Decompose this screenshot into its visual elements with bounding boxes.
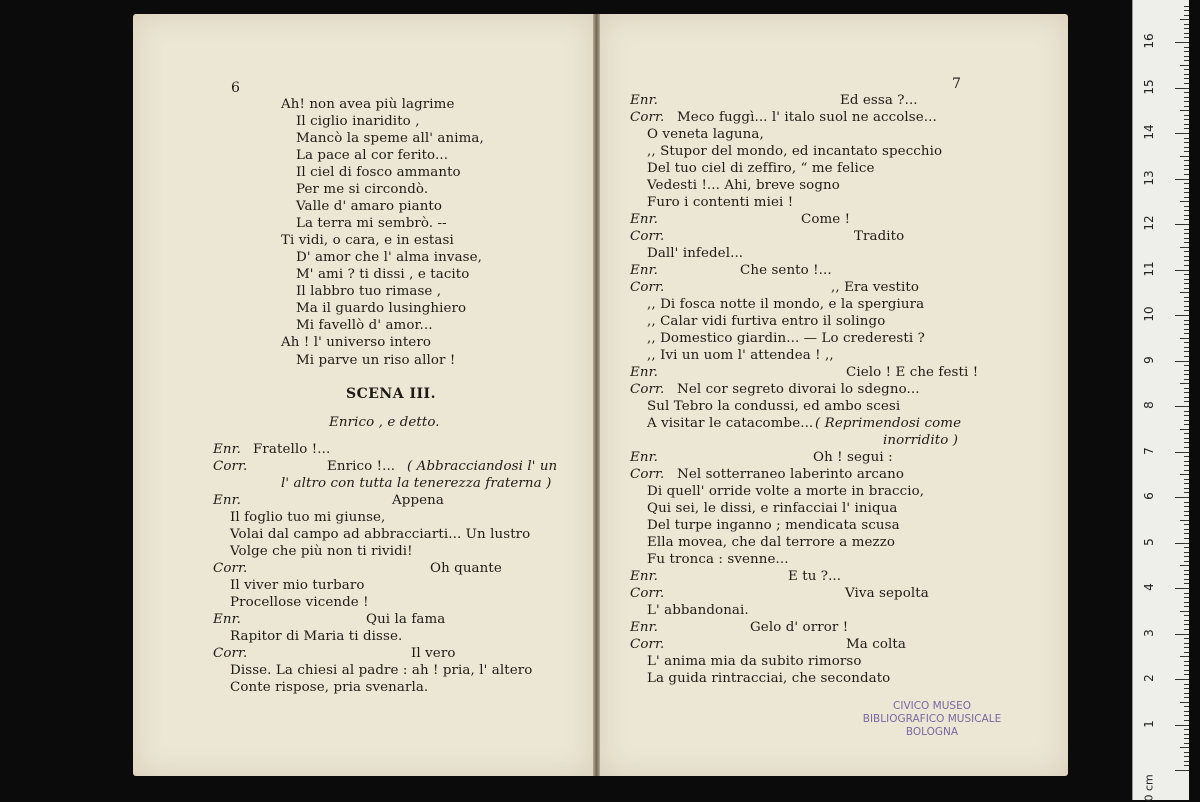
stamp-line: BOLOGNA xyxy=(905,726,959,738)
text-line: Enr. xyxy=(213,493,241,508)
ruler-tick xyxy=(1184,51,1189,52)
ruler-tick xyxy=(1175,543,1189,544)
ruler-tick xyxy=(1180,156,1189,157)
ruler-tick xyxy=(1184,524,1189,525)
ruler-tick xyxy=(1184,320,1189,321)
ruler-tick xyxy=(1184,192,1189,193)
ruler-tick xyxy=(1175,315,1189,316)
ruler-tick xyxy=(1184,306,1189,307)
text-line: Enr. xyxy=(630,93,658,108)
ruler-tick xyxy=(1184,47,1189,48)
ruler-number: 11 xyxy=(1142,260,1156,277)
text-line: l' altro con tutta la tenerezza fraterna ) xyxy=(281,476,552,491)
ruler-tick xyxy=(1184,165,1189,166)
ruler-tick xyxy=(1184,24,1189,25)
ruler-tick xyxy=(1184,661,1189,662)
ruler-tick xyxy=(1184,301,1189,302)
ruler-tick xyxy=(1184,388,1189,389)
ruler-tick xyxy=(1184,665,1189,666)
ruler-tick xyxy=(1184,424,1189,425)
ruler-tick xyxy=(1184,379,1189,380)
text-line: Mi parve un riso allor ! xyxy=(296,353,456,368)
ruler-tick xyxy=(1184,761,1189,762)
ruler-tick xyxy=(1184,570,1189,571)
ruler-number: 12 xyxy=(1142,215,1156,231)
ruler-tick xyxy=(1184,6,1189,7)
ruler-tick xyxy=(1184,561,1189,562)
ruler-tick xyxy=(1184,147,1189,148)
text-line: Vedesti !... Ahi, breve sogno xyxy=(647,178,840,193)
ruler-tick xyxy=(1184,684,1189,685)
text-line: Enr. xyxy=(630,365,658,380)
ruler-tick xyxy=(1184,56,1189,57)
text-line: Enrico , e detto. xyxy=(329,415,440,430)
ruler-tick xyxy=(1184,456,1189,457)
ruler-tick xyxy=(1184,128,1189,129)
ruler-tick xyxy=(1184,142,1189,143)
text-line: Enr. xyxy=(630,212,658,227)
ruler-tick xyxy=(1184,415,1189,416)
ruler-tick xyxy=(1184,297,1189,298)
ruler-tick xyxy=(1184,233,1189,234)
text-line: ,, Era vestito xyxy=(831,280,920,295)
ruler-tick xyxy=(1184,461,1189,462)
ruler-tick xyxy=(1180,565,1189,566)
text-line: Corr. xyxy=(630,467,665,482)
text-line: Rapitor di Maria ti disse. xyxy=(230,629,403,644)
text-line: La pace al cor ferito... xyxy=(296,148,449,163)
ruler-tick xyxy=(1184,420,1189,421)
ruler-tick xyxy=(1180,247,1189,248)
ruler-tick xyxy=(1175,270,1189,271)
stamp-line: CIVICO MUSEO xyxy=(893,700,971,712)
ruler-tick xyxy=(1184,552,1189,553)
ruler-tick xyxy=(1184,547,1189,548)
ruler-tick xyxy=(1184,752,1189,753)
text-line: Per me si circondò. xyxy=(296,182,429,197)
ruler-tick xyxy=(1184,438,1189,439)
ruler-tick xyxy=(1180,338,1189,339)
ruler-tick xyxy=(1184,351,1189,352)
ruler-tick xyxy=(1175,588,1189,589)
ruler-tick xyxy=(1184,256,1189,257)
ruler-tick xyxy=(1175,497,1189,498)
text-line: Il ciel di fosco ammanto xyxy=(296,165,461,180)
ruler-tick xyxy=(1184,69,1189,70)
ruler-tick xyxy=(1184,342,1189,343)
ruler-tick xyxy=(1184,515,1189,516)
ruler-tick xyxy=(1180,110,1189,111)
text-line: Il viver mio turbaro xyxy=(230,578,365,593)
text-line: Qui sei, le dissi, e rinfacciai l' iniqua xyxy=(647,501,898,516)
text-line: Conte rispose, pria svenarla. xyxy=(230,680,429,695)
ruler-number: 6 xyxy=(1142,492,1156,500)
text-line: Corr. xyxy=(630,637,665,652)
text-line: Enr. xyxy=(630,263,658,278)
text-line: Dall' infedel... xyxy=(647,246,744,261)
ruler-tick xyxy=(1184,638,1189,639)
ruler-tick xyxy=(1184,215,1189,216)
ruler-tick xyxy=(1184,169,1189,170)
text-line: Oh quante xyxy=(430,561,502,576)
ruler-number: 1 xyxy=(1142,719,1156,728)
ruler-tick xyxy=(1184,738,1189,739)
text-line: Oh ! segui : xyxy=(813,450,893,465)
ruler-tick xyxy=(1184,643,1189,644)
ruler-number: 15 xyxy=(1142,78,1156,95)
ruler-tick xyxy=(1184,279,1189,280)
ruler-tick xyxy=(1175,179,1189,180)
text-line: Enr. xyxy=(630,620,658,635)
ruler-tick xyxy=(1180,656,1189,657)
ruler-tick xyxy=(1184,28,1189,29)
text-line: D' amor che l' alma invase, xyxy=(296,250,483,265)
ruler-tick xyxy=(1184,365,1189,366)
text-line: Tradito xyxy=(854,229,905,244)
text-line: E tu ?... xyxy=(788,569,842,584)
ruler-tick xyxy=(1175,406,1189,407)
text-line: Ah! non avea più lagrime xyxy=(281,97,455,112)
ruler-tick xyxy=(1175,452,1189,453)
ruler-tick xyxy=(1184,720,1189,721)
ruler-tick xyxy=(1184,106,1189,107)
ruler-tick xyxy=(1184,556,1189,557)
text-line: Mancò la speme all' anima, xyxy=(296,131,484,146)
ruler-tick xyxy=(1175,88,1189,89)
ruler-tick xyxy=(1184,37,1189,38)
ruler-tick xyxy=(1175,725,1189,726)
ruler-tick xyxy=(1184,219,1189,220)
ruler-number: 7 xyxy=(1142,446,1156,455)
ruler-tick xyxy=(1184,274,1189,275)
text-line: Il ciglio inaridito , xyxy=(296,114,420,129)
text-line: Ma il guardo lusinghiero xyxy=(296,301,467,316)
text-line: Ma colta xyxy=(846,637,906,652)
ruler-tick xyxy=(1184,229,1189,230)
ruler-tick xyxy=(1184,347,1189,348)
ruler-number: 5 xyxy=(1142,537,1156,546)
ruler-tick xyxy=(1184,188,1189,189)
text-line: Corr. xyxy=(213,459,248,474)
ruler-tick xyxy=(1175,679,1189,680)
ruler-tick xyxy=(1184,442,1189,443)
text-line: Enrico !... xyxy=(327,459,396,474)
text-line: A visitar le catacombe... xyxy=(647,416,814,431)
ruler-tick xyxy=(1184,160,1189,161)
measurement-ruler xyxy=(1132,0,1189,800)
ruler-tick xyxy=(1184,693,1189,694)
ruler-tick xyxy=(1184,288,1189,289)
text-line: Procellose vicende ! xyxy=(230,595,369,610)
ruler-number: 13 xyxy=(1142,169,1156,186)
text-line: Corr. xyxy=(630,280,665,295)
text-line: Corr. xyxy=(213,646,248,661)
text-line: Il foglio tuo mi giunse, xyxy=(230,510,386,525)
ruler-tick xyxy=(1180,65,1189,66)
ruler-tick xyxy=(1184,33,1189,34)
text-line: Corr. xyxy=(630,586,665,601)
ruler-tick xyxy=(1175,361,1189,362)
text-line: ( Reprimendosi come xyxy=(815,416,962,431)
ruler-tick xyxy=(1184,511,1189,512)
ruler-tick xyxy=(1184,83,1189,84)
ruler-tick xyxy=(1184,115,1189,116)
ruler-tick xyxy=(1184,92,1189,93)
ruler-unit-label: 0 cm xyxy=(1142,774,1156,802)
left-page xyxy=(133,14,593,776)
ruler-tick xyxy=(1184,606,1189,607)
ruler-tick xyxy=(1184,324,1189,325)
text-line: L' abbandonai. xyxy=(647,603,749,618)
ruler-tick xyxy=(1184,183,1189,184)
ruler-tick xyxy=(1184,151,1189,152)
ruler-tick xyxy=(1184,433,1189,434)
text-line: Sul Tebro la condussi, ed ambo scesi xyxy=(647,399,901,414)
ruler-tick xyxy=(1184,174,1189,175)
ruler-tick xyxy=(1180,383,1189,384)
ruler-tick xyxy=(1184,206,1189,207)
ruler-tick xyxy=(1184,74,1189,75)
ruler-tick xyxy=(1184,97,1189,98)
text-line: Il labbro tuo rimase , xyxy=(296,284,442,299)
ruler-tick xyxy=(1184,765,1189,766)
ruler-tick xyxy=(1184,670,1189,671)
text-line: Volge che più non ti rividi! xyxy=(230,544,413,559)
ruler-tick xyxy=(1184,356,1189,357)
ruler-tick xyxy=(1180,747,1189,748)
text-line: Di quell' orride volte a morte in braccio, xyxy=(647,484,925,499)
text-line: Gelo d' orror ! xyxy=(750,620,849,635)
ruler-tick xyxy=(1184,447,1189,448)
text-line: Corr. xyxy=(630,110,665,125)
ruler-tick xyxy=(1184,697,1189,698)
text-line: Del turpe inganno ; mendicata scusa xyxy=(647,518,900,533)
ruler-tick xyxy=(1180,429,1189,430)
ruler-tick xyxy=(1184,310,1189,311)
ruler-tick xyxy=(1175,770,1189,771)
text-line: Enr. xyxy=(630,569,658,584)
ruler-tick xyxy=(1184,210,1189,211)
text-line: Appena xyxy=(392,493,444,508)
ruler-tick xyxy=(1184,743,1189,744)
ruler-number: 10 xyxy=(1142,306,1156,322)
text-line: Cielo ! E che festi ! xyxy=(846,365,979,380)
ruler-tick xyxy=(1184,333,1189,334)
text-line: Ti vidi, o cara, e in estasi xyxy=(281,233,454,248)
text-line: Enr. xyxy=(630,450,658,465)
ruler-tick xyxy=(1175,133,1189,134)
text-line: O veneta laguna, xyxy=(647,127,764,142)
text-line: Viva sepolta xyxy=(845,586,929,601)
ruler-tick xyxy=(1184,15,1189,16)
text-line: Corr. xyxy=(630,382,665,397)
text-line: Del tuo ciel di zeffiro, “ me felice xyxy=(647,161,875,176)
text-line: ,, Di fosca notte il mondo, e la spergiura xyxy=(647,297,925,312)
ruler-tick xyxy=(1184,238,1189,239)
text-line: Come ! xyxy=(801,212,851,227)
ruler-tick xyxy=(1184,574,1189,575)
ruler-tick xyxy=(1184,260,1189,261)
text-line: ,, Stupor del mondo, ed incantato specchio xyxy=(647,144,943,159)
text-line: Disse. La chiesi al padre : ah ! pria, l' altero xyxy=(230,663,533,678)
ruler-tick xyxy=(1184,470,1189,471)
ruler-tick xyxy=(1184,488,1189,489)
ruler-tick xyxy=(1180,19,1189,20)
text-line: Valle d' amaro pianto xyxy=(296,199,443,214)
ruler-number: 8 xyxy=(1142,401,1156,409)
ruler-tick xyxy=(1184,392,1189,393)
ruler-tick xyxy=(1184,615,1189,616)
text-line: ,, Calar vidi furtiva entro il solingo xyxy=(647,314,886,329)
ruler-tick xyxy=(1180,611,1189,612)
ruler-tick xyxy=(1184,502,1189,503)
ruler-number: 16 xyxy=(1142,33,1156,49)
text-line: Mi favellò d' amor... xyxy=(296,318,433,333)
text-line: Qui la fama xyxy=(366,612,446,627)
text-line: Il vero xyxy=(411,646,456,661)
text-line: SCENA III. xyxy=(346,386,436,402)
text-line: Fratello !... xyxy=(253,442,331,457)
ruler-tick xyxy=(1184,506,1189,507)
ruler-tick xyxy=(1184,652,1189,653)
text-line: Furo i contenti miei ! xyxy=(647,195,794,210)
ruler-tick xyxy=(1184,10,1189,11)
ruler-tick xyxy=(1184,483,1189,484)
ruler-tick xyxy=(1184,397,1189,398)
ruler-tick xyxy=(1175,42,1189,43)
text-line: Nel sotterraneo laberinto arcano xyxy=(677,467,904,482)
ruler-tick xyxy=(1184,624,1189,625)
text-line: Corr. xyxy=(213,561,248,576)
ruler-tick xyxy=(1184,283,1189,284)
ruler-tick xyxy=(1184,492,1189,493)
page-number: 7 xyxy=(952,76,962,92)
ruler-tick xyxy=(1184,401,1189,402)
ruler-tick xyxy=(1184,479,1189,480)
ruler-tick xyxy=(1184,529,1189,530)
ruler-tick xyxy=(1184,734,1189,735)
ruler-tick xyxy=(1184,197,1189,198)
ruler-number: 9 xyxy=(1142,355,1156,364)
ruler-tick xyxy=(1184,706,1189,707)
ruler-tick xyxy=(1184,465,1189,466)
ruler-tick xyxy=(1184,78,1189,79)
text-line: Nel cor segreto divorai lo sdegno... xyxy=(677,382,920,397)
ruler-tick xyxy=(1184,715,1189,716)
text-line: ,, Ivi un uom l' attendea ! ,, xyxy=(647,348,834,363)
ruler-number: 3 xyxy=(1142,628,1156,637)
ruler-tick xyxy=(1184,119,1189,120)
text-line: Ella movea, che dal terrore a mezzo xyxy=(647,535,896,550)
ruler-tick xyxy=(1184,602,1189,603)
ruler-tick xyxy=(1184,583,1189,584)
stamp-line: BIBLIOGRAFICO MUSICALE xyxy=(862,713,1002,725)
text-line: ,, Domestico giardin... — Lo crederesti ? xyxy=(647,331,925,346)
ruler-tick xyxy=(1175,224,1189,225)
ruler-tick xyxy=(1180,292,1189,293)
ruler-tick xyxy=(1184,647,1189,648)
text-line: Volai dal campo ad abbracciarti... Un lustro xyxy=(230,527,531,542)
text-line: Meco fuggì... l' italo suol ne accolse... xyxy=(677,110,937,125)
ruler-tick xyxy=(1184,711,1189,712)
text-line: Corr. xyxy=(630,229,665,244)
text-line: Ed essa ?... xyxy=(840,93,918,108)
text-line: Fu tronca : svenne... xyxy=(647,552,789,567)
ruler-tick xyxy=(1184,329,1189,330)
ruler-tick xyxy=(1184,688,1189,689)
ruler-tick xyxy=(1184,374,1189,375)
ruler-tick xyxy=(1184,620,1189,621)
text-line: ( Abbracciandosi l' un xyxy=(407,459,558,474)
text-line: La guida rintracciai, che secondato xyxy=(647,671,891,686)
right-page xyxy=(600,14,1068,776)
ruler-tick xyxy=(1184,579,1189,580)
ruler-tick xyxy=(1184,629,1189,630)
ruler-tick xyxy=(1184,538,1189,539)
ruler-tick xyxy=(1184,60,1189,61)
ruler-tick xyxy=(1180,520,1189,521)
text-line: Che sento !... xyxy=(740,263,832,278)
text-line: L' anima mia da subito rimorso xyxy=(647,654,862,669)
ruler-tick xyxy=(1184,242,1189,243)
book-gutter xyxy=(593,14,600,776)
ruler-number: 2 xyxy=(1142,674,1156,682)
ruler-tick xyxy=(1184,101,1189,102)
ruler-tick xyxy=(1184,265,1189,266)
ruler-tick xyxy=(1184,251,1189,252)
library-stamp xyxy=(858,700,1006,739)
ruler-tick xyxy=(1184,533,1189,534)
text-line: inorridito ) xyxy=(883,433,959,448)
ruler-tick xyxy=(1184,729,1189,730)
ruler-number: 14 xyxy=(1142,124,1156,140)
ruler-tick xyxy=(1184,597,1189,598)
ruler-tick xyxy=(1184,674,1189,675)
ruler-tick xyxy=(1184,756,1189,757)
ruler-tick xyxy=(1180,474,1189,475)
text-line: M' ami ? ti dissi , e tacito xyxy=(296,267,470,282)
ruler-tick xyxy=(1184,411,1189,412)
page-number: 6 xyxy=(231,80,241,96)
ruler-tick xyxy=(1180,702,1189,703)
ruler-tick xyxy=(1184,124,1189,125)
text-line: Enr. xyxy=(213,612,241,627)
ruler-tick xyxy=(1184,138,1189,139)
text-line: Enr. xyxy=(213,442,241,457)
ruler-number: 4 xyxy=(1142,583,1156,591)
text-line: Ah ! l' universo intero xyxy=(281,335,431,350)
ruler-tick xyxy=(1184,593,1189,594)
ruler-tick xyxy=(1175,634,1189,635)
text-line: La terra mi sembrò. -- xyxy=(296,216,447,231)
ruler-tick xyxy=(1184,370,1189,371)
ruler-tick xyxy=(1180,201,1189,202)
